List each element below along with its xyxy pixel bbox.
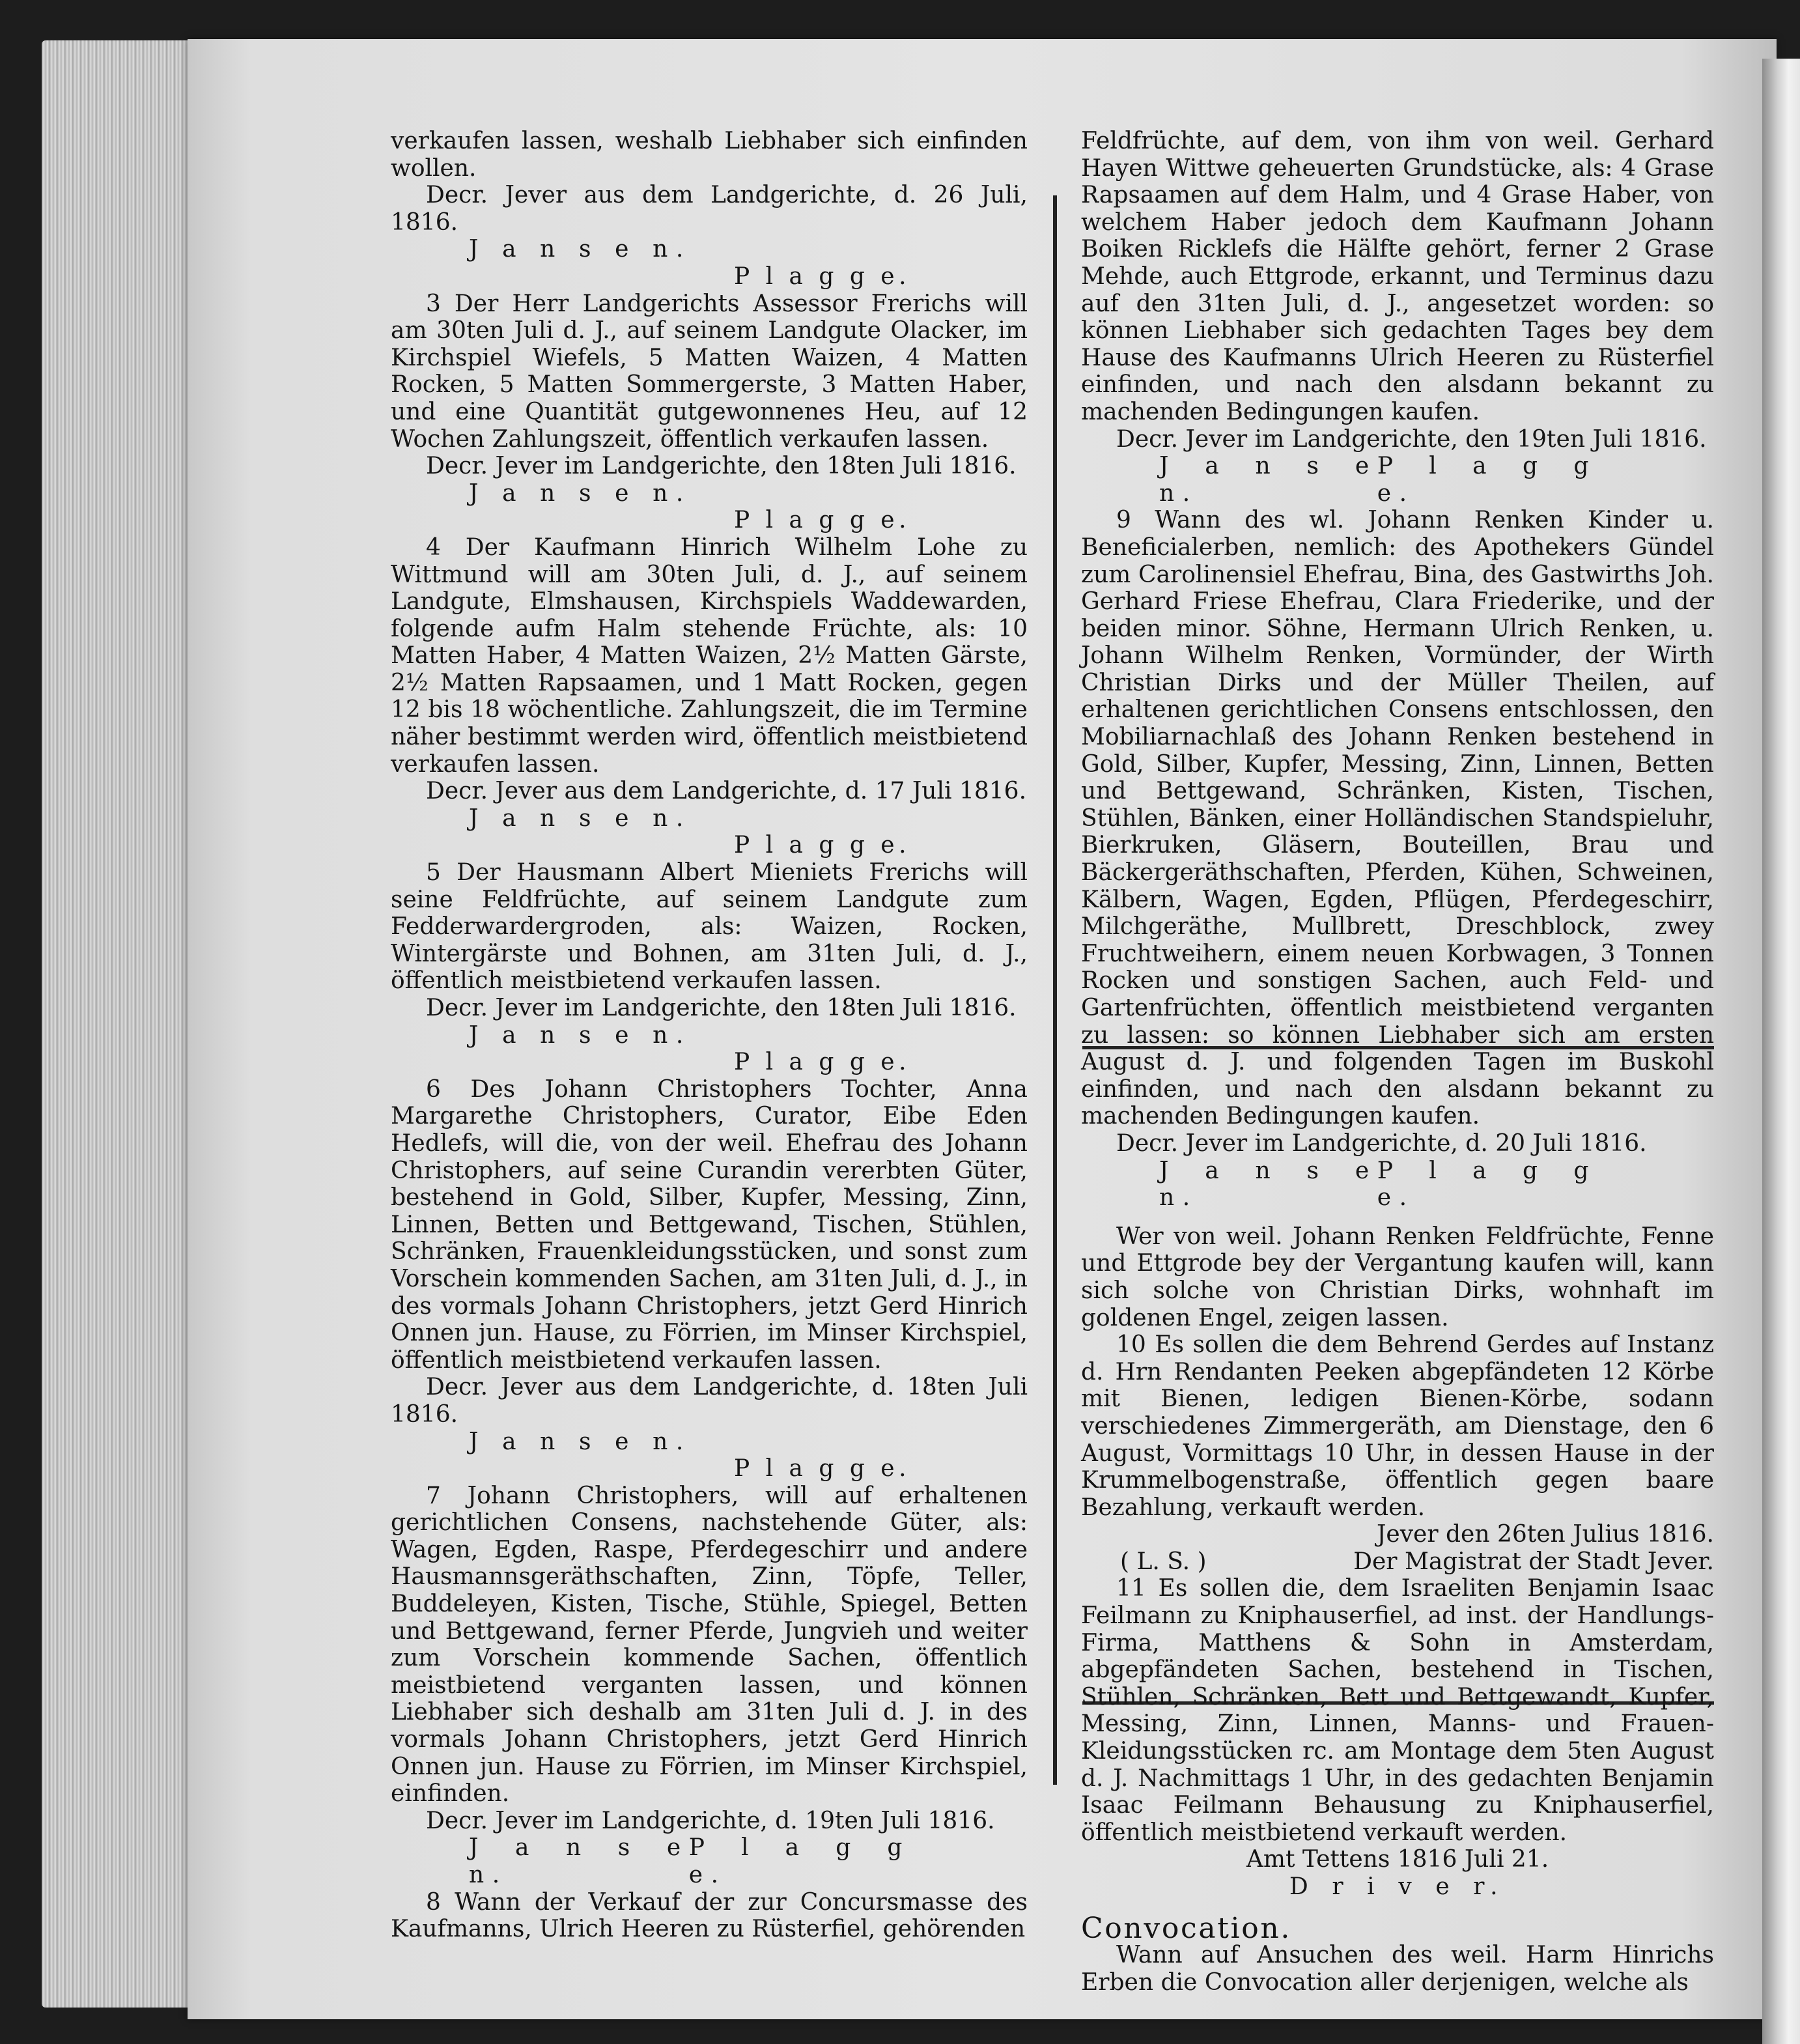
signature-jansen: J a n s e n. [469,1428,692,1455]
notice-4: 4 Der Kaufmann Hinrich Wilhelm Lohe zu Wittmund will am 30ten Juli, d. J., auf seinem Landgute, Elmshausen, Kirchspiels Waddewarden, folgende aufm Halm stehende Früchte, als: 10 Matten Haber, 4 Matten Waizen, 2½ Matten Gärste, 2½ Matten Rapsaamen, und 1 Matt Rocken, gegen 12 bis 18 wöchentliche. Zahlungszeit, die im Termine näher bestimmt werden wird, öffentlich meistbietend verkaufen lassen. [391,533,1028,778]
notice-7: 7 Johann Christophers, will auf erhaltenen gerichtlichen Consens, nachstehende Güter, als: Wagen, Egden, Raspe, Pferdegeschirr und andere Hausmannsgeräthschaften, Zinn, Töpfe, Teller, Buddeleyen, Kisten, Tische, Stühle, Spiegel, Betten und Bettgewand, ferner Pferde, Jungvieh und weiter zum Vorschein kommende Sachen, öffentlich meistbietend verganten lassen, und können Liebhaber sich deshalb am 31ten Juli d. J. in des vormals Johann Christophers, jetzt Gerd Hinrich Onnen jun. Hause zu Förrien, im Minser Kirchspiel, einfinden. [391,1482,1028,1808]
signature-plagge: P l a g g e. [733,832,910,859]
right-column [1081,128,1714,1996]
seal-row [1081,1548,1714,1576]
signature-jansen: J a n s e n. [469,1021,692,1049]
decree-line: Decr. Jever aus dem Landgerichte, d. 26 Juli, 1816. [391,182,1028,236]
notice-addendum: Wer von weil. Johann Renken Feldfrüchte, Fenne und Ettgrode bey der Vergantung kaufen will, kann sich solche von Christian Dirks, wohnhaft im goldenen Engel, zeigen lassen. [1081,1223,1714,1331]
signature-row [1081,453,1714,507]
notice-8-continued: Feldfrüchte, auf dem, von ihm von weil. Gerhard Hayen Wittwe geheuerten Grundstücke, als: 4 Grase Rapsaamen auf dem Halm, und 4 Grase Haber, von welchem Haber jedoch dem Kaufmann Johann Boiken Ricklefs die Hälfte gehört, ferner 2 Grase Mehde, auch Ettgrode, erkannt, und Terminus dazu auf den 31ten Juli, d. J., angesetzet worden: so können Liebhaber sich gedachten Tages bey dem Hause des Kaufmanns Ulrich Heeren zu Rüsterfiel einfinden, und nach den alsdann bekannt zu machenden Bedingungen kaufen. [1081,128,1714,425]
signature-jansen: J a n s e n. [1159,1157,1377,1212]
decree-line: Decr. Jever im Landgerichte, den 18ten Juli 1816. [426,995,1017,1021]
seal-mark: ( L. S. ) [1120,1548,1207,1575]
signature-plagge: P l a g g e. [1377,453,1597,507]
decree-line: Decr. Jever im Landgerichte, d. 20 Juli 1816. [1116,1129,1647,1157]
notice-3: 3 Der Herr Landgerichts Assessor Frerichs will am 30ten Juli d. J., auf seinem Landgute Olacker, im Kirchspiel Wiefels, 5 Matten Waizen, 4 Matten Rocken, 5 Matten Sommergerste, 3 Matten Haber, und eine Quantität gutgewonnenes Heu, auf 12 Wochen Zahlungszeit, öffentlich verkaufen lassen. [391,290,1028,453]
notice-5: 5 Der Hausmann Albert Mieniets Frerichs will seine Feldfrüchte, auf seinem Landgute zum Fedderwardergroden, als: Waizen, Rocken, Wintergärste und Bohnen, am 31ten Juli, d. J., öffentlich meistbietend verkaufen lassen. [391,859,1028,995]
notice-9: 9 Wann des wl. Johann Renken Kinder u. Beneficialerben, nemlich: des Apothekers Gündel zum Carolinensiel Ehefrau, Bina, des Gastwirths Joh. Gerhard Friese Ehefrau, Clara Friederike, und der beiden minor. Söhne, Hermann Ulrich Renken, u. Johann Wilhelm Renken, Vormünder, der Wirth Christian Dirks und der Müller Theilen, auf erhaltenen gerichtlichen Consens entschlossen, den Mobiliarnachlaß des Johann Renken bestehend in Gold, Silber, Kupfer, Messing, Zinn, Linnen, Betten und Bettgewand, Schränken, Kisten, Tischen, Stühlen, Bänken, einer Holländischen Standspieluhr, Bierkruken, Gläsern, Bouteillen, Brau und Bäckergeräthschaften, Pferden, Kühen, Schweinen, Kälbern, Wagen, Egden, Pflügen, Pferdegeschirr, Milchgeräthe, Mullbrett, Dreschblock, zwey Fruchtweihern, einem neuen Korbwagen, 3 Tonnen Rocken und sonstigen Sachen, auch Feld- und Gartenfrüchten, öffentlich meistbietend verganten zu lassen: so können Liebhaber sich am ersten August d. J. und folgenden Tagen im Buskohl einfinden, und nach den alsdann bekannt zu machenden Bedingungen kaufen. [1081,507,1714,1130]
signature-jansen: J a n s e n. [469,479,692,507]
left-column [391,128,1028,1943]
decree-line: Decr. Jever im Landgerichte, d. 19ten Juli 1816. [426,1807,995,1834]
magistrate-signature: Der Magistrat der Stadt Jever. [1353,1548,1714,1575]
notice-6: 6 Des Johann Christophers Tochter, Anna Margarethe Christophers, Curator, Eibe Eden Hedlefs, will die, von der weil. Ehefrau des Johann Christophers, auf seine Curandin vererbten Güter, bestehend in Gold, Silber, Kupfer, Messing, Zinn, Linnen, Betten und Bettgewand, Tischen, Stühlen, Schränken, Frauenkleidungsstücken, und sonst zum Vorschein kommenden Sachen, am 31ten Juli, d. J., in des vormals Johann Christophers, jetzt Gerd Hinrich Onnen jun. Hause, zu Förrien, im Minser Kirchspiel, öffentlich meistbietend verkaufen lassen. [391,1075,1028,1374]
decree-line: Decr. Jever aus dem Landgerichte, d. 18ten Juli 1816. [391,1374,1028,1428]
column-divider [1053,195,1057,1785]
signature-row [391,1834,1028,1888]
notice-text: verkaufen lassen, weshalb Liebhaber sich einfinden wollen. [391,128,1028,182]
notice-8: 8 Wann der Verkauf der zur Concursmasse des Kaufmanns, Ulrich Heeren zu Rüsterfiel, gehörenden [391,1888,1028,1943]
signature-row [1081,1157,1714,1212]
signature-plagge: P l a g g e. [688,1834,910,1888]
signature-jansen: J a n s e n. [469,804,692,832]
decree-line: Decr. Jever im Landgerichte, den 18ten Juli 1816. [426,453,1017,480]
signature-plagge: P l a g g e. [733,1455,910,1483]
place-date: Jever den 26ten Julius 1816. [1376,1521,1714,1548]
page-stack-edge [42,40,204,2008]
signature-plagge: P l a g g e. [733,507,910,534]
signature-jansen: J a n s e n. [469,1834,689,1888]
signature-jansen: J a n s e n. [469,236,692,263]
decree-line: Decr. Jever im Landgerichte, den 19ten Juli 1816. [1116,425,1707,453]
office-date: Amt Tettens 1816 Juli 21. [1246,1846,1549,1873]
notice-10: 10 Es sollen die dem Behrend Gerdes auf Instanz d. Hrn Rendanten Peeken abgepfändeten 12 Körbe mit Bienen, ledigen Bienen-Körbe, sodann verschiedenes Zimmergeräth, am Dienstage, den 6 August, Vormittags 10 Uhr, in dessen Hause in der Krummelbogenstraße, öffentlich gegen baare Bezahlung, verkauft werden. [1081,1331,1714,1521]
signature-jansen: J a n s e n. [1159,453,1377,507]
signature-driver: D r i v e r. [1289,1873,1506,1900]
decree-line: Decr. Jever aus dem Landgerichte, d. 17 Juli 1816. [426,778,1027,805]
signature-plagge: P l a g g e. [733,263,910,290]
convocation-text: Wann auf Ansuchen des weil. Harm Hinrichs Erben die Convocation aller derjenigen, welche als [1081,1942,1714,1996]
notice-11: 11 Es sollen die, dem Israeliten Benjamin Isaac Feilmann zu Kniphauserfiel, ad inst. der Handlungs-Firma, Matthens & Sohn in Amsterdam, abgepfändeten Sachen, bestehend in Tischen, Stühlen, Schränken, Bett und Bettgewandt, Kupfer, Messing, Zinn, Linnen, Manns- und Frauen-Kleidungsstücken rc. am Montage dem 5ten August d. J. Nachmittags 1 Uhr, in des gedachten Benjamin Isaac Feilmann Behausung zu Kniphauserfiel, öffentlich meistbietend verkauft werden. [1081,1575,1714,1846]
right-page-edge [1762,59,1800,2044]
signature-plagge: P l a g g e. [1377,1157,1597,1212]
signature-plagge: P l a g g e. [733,1049,910,1076]
section-heading: Convocation. [1081,1911,1291,1945]
